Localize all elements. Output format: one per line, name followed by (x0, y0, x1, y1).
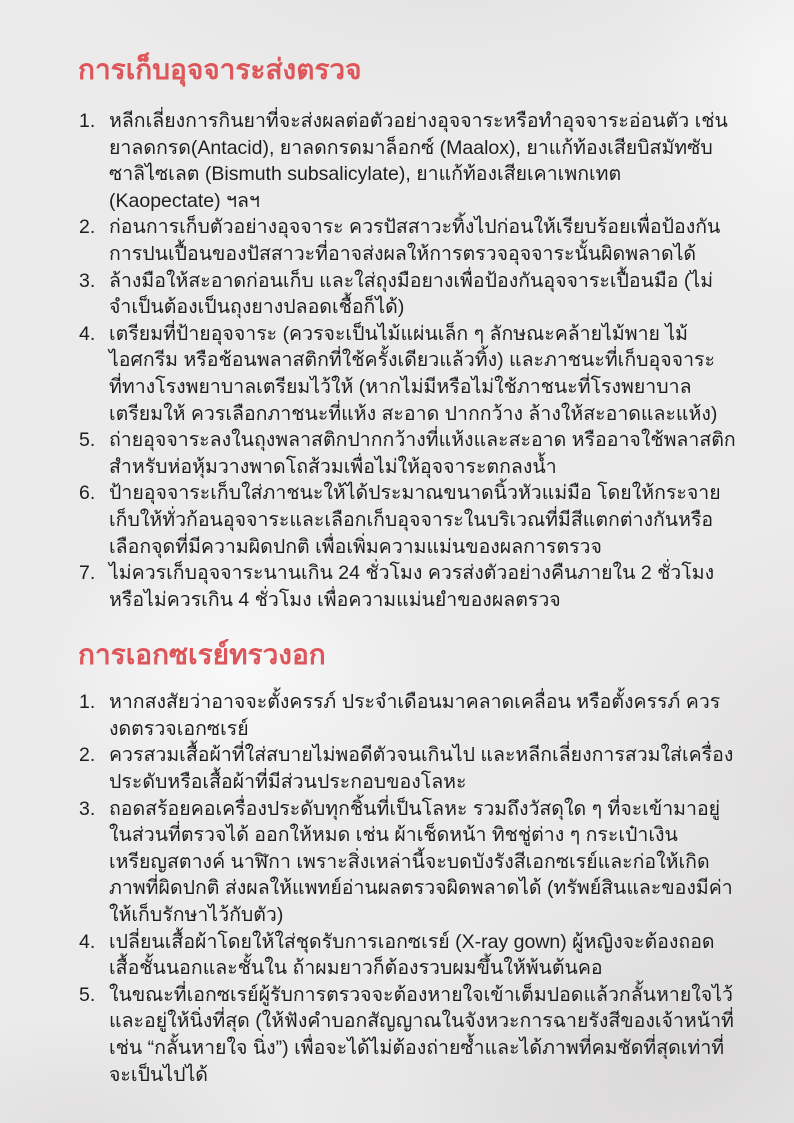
list-item: ไม่ควรเก็บอุจจาระนานเกิน 24 ชั่วโมง ควรส่งตัวอย่างคืนภายใน 2 ชั่วโมง หรือไม่ควรเกิน 4 ชั่วโมง เพื่อความแม่นยำของผลตรวจ (109, 562, 715, 611)
section-stool-collection (78, 52, 736, 613)
list-item: เตรียมที่ป้ายอุจจาระ (ควรจะเป็นไม้แผ่นเล็ก ๆ ลักษณะคล้ายไม้พาย ไม้ไอศกรีม หรือช้อนพลาสติกที่ใช้ครั้งเดียวแล้วทิ้ง) และภาชนะที่เก็บอุจจาระที่ทางโรงพยาบาลเตรียมไว้ให้ (หากไม่มีหรือไม่ใช้ภาชนะที่โรงพยาบาลเตรียมให้ ควรเลือกภาชนะที่แห้ง สะอาด ปากกว้าง ล้างให้สะอาดและแห้ง) (109, 322, 718, 425)
section-chest-xray (78, 637, 736, 1088)
list-item: ก่อนการเก็บตัวอย่างอุจจาระ ควรปัสสาวะทิ้งไปก่อนให้เรียบร้อยเพื่อป้องกันการปนเปื้อนของปัสสาวะที่อาจส่งผลให้การตรวจอุจจาระนั้นผิดพลาดได้ (109, 216, 721, 265)
list-item: ป้ายอุจจาระเก็บใส่ภาชนะให้ได้ประมาณขนาดนิ้วหัวแม่มือ โดยให้กระจายเก็บให้ทั่วก้อนอุจจาระและเลือกเก็บอุจจาระในบริเวณที่มีสีแตกต่างกันหรือเลือกจุดที่มีความผิดปกติ เพื่อเพิ่มความแม่นของผลการตรวจ (109, 482, 721, 558)
list-item: ถ่ายอุจจาระลงในถุงพลาสติกปากกว้างที่แห้งและสะอาด หรืออาจใช้พลาสติกสำหรับห่อหุ้มวางพาดโถส้วมเพื่อไม่ให้อุจจาระตกลงน้ำ (109, 429, 736, 478)
instruction-list-xray (78, 689, 736, 1088)
list-item: ในขณะที่เอกซเรย์ผู้รับการตรวจจะต้องหายใจเข้าเต็มปอดแล้วกลั้นหายใจไว้ และอยู่ให้นิ่งที่สุด (ให้ฟังคำบอกสัญญาณในจังหวะการฉายรังสีของเจ้าหน้าที่ เช่น “กลั้นหายใจ นิ่ง”) เพื่อจะได้ไม่ต้องถ่ายซ้ำและได้ภาพที่คมชัดที่สุดเท่าที่จะเป็นไปได้ (109, 983, 734, 1086)
list-item: ถอดสร้อยคอเครื่องประดับทุกชิ้นที่เป็นโลหะ รวมถึงวัสดุใด ๆ ที่จะเข้ามาอยู่ในส่วนที่ตรวจได้ ออกให้หมด เช่น ผ้าเช็ดหน้า ทิชชู่ต่าง ๆ กระเป๋าเงิน เหรียญสตางค์ นาฬิกา เพราะสิ่งเหล่านี้จะบดบังรังสีเอกซเรย์และก่อให้เกิดภาพที่ผิดปกติ ส่งผลให้แพทย์อ่านผลตรวจผิดพลาดได้ (ทรัพย์สินและของมีค่าให้เก็บรักษาไว้กับตัว) (109, 797, 733, 927)
list-item: ล้างมือให้สะอาดก่อนเก็บ และใส่ถุงมือยางเพื่อป้องกันอุจจาระเปื้อนมือ (ไม่จำเป็นต้องเป็นถุงยางปลอดเชื้อก็ได้) (109, 269, 714, 319)
section-title-stool-collection: การเก็บอุจจาระส่งตรวจ (78, 54, 362, 85)
list-item: หากสงสัยว่าอาจจะตั้งครรภ์ ประจำเดือนมาคลาดเคลื่อน หรือตั้งครรภ์ ควรงดตรวจเอกซเรย์ (109, 691, 721, 740)
instruction-list-stool (78, 108, 736, 613)
section-title-chest-xray: การเอกซเรย์ทรวงอก (78, 639, 326, 671)
list-item: หลีกเลี่ยงการกินยาที่จะส่งผลต่อตัวอย่างอุจจาระหรือทำอุจจาระอ่อนตัว เช่น ยาลดกรด(Antacid), ยาลดกรดมาล็อกซ์ (Maalox), ยาแก้ท้องเสียบิสมัทซับซาลิไซเลต (Bismuth subsalicylate), ยาแก้ท้องเสียเคาเพกเทต (Kaopectate) ฯลฯ (109, 110, 728, 212)
list-item: ควรสวมเสื้อผ้าที่ใส่สบายไม่พอดีตัวจนเกินไป และหลีกเลี่ยงการสวมใส่เครื่องประดับหรือเสื้อผ้าที่มีส่วนประกอบของโลหะ (109, 744, 734, 794)
list-item: เปลี่ยนเสื้อผ้าโดยให้ใส่ชุดรับการเอกซเรย์ (X-ray gown) ผู้หญิงจะต้องถอดเสื้อชั้นนอกและชั้นใน ถ้าผมยาวก็ต้องรวบผมขึ้นให้พ้นต้นคอ (109, 930, 715, 980)
